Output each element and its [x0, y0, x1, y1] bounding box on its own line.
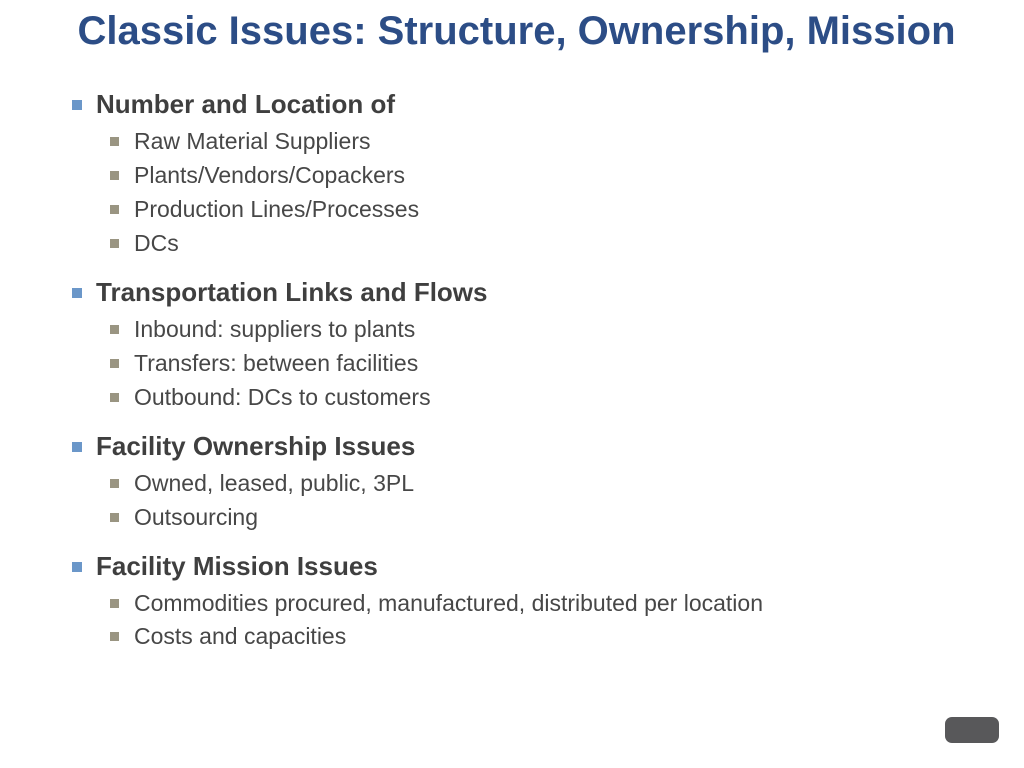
square-bullet-icon	[110, 599, 119, 608]
square-bullet-icon	[72, 288, 82, 298]
list-item-text: Owned, leased, public, 3PL	[134, 470, 415, 496]
list-item-text: Plants/Vendors/Copackers	[134, 162, 406, 188]
section-heading-text: Facility Mission Issues	[96, 551, 378, 581]
list-item-text: Outsourcing	[134, 504, 259, 530]
list-item-text: Commodities procured, manufactured, distributed per location	[134, 590, 763, 616]
square-bullet-icon	[110, 171, 119, 180]
square-bullet-icon	[110, 513, 119, 522]
list-item-text: Inbound: suppliers to plants	[134, 316, 416, 342]
slide-title: Classic Issues: Structure, Ownership, Mission	[77, 9, 956, 53]
square-bullet-icon	[110, 632, 119, 641]
section-heading-text: Transportation Links and Flows	[96, 277, 488, 307]
slide-nav-button[interactable]	[945, 717, 999, 743]
list-item-text: Costs and capacities	[134, 623, 347, 649]
square-bullet-icon	[72, 562, 82, 572]
list-item-text: Outbound: DCs to customers	[134, 384, 431, 410]
square-bullet-icon	[72, 442, 82, 452]
square-bullet-icon	[110, 325, 119, 334]
list-item-text: Production Lines/Processes	[134, 196, 420, 222]
square-bullet-icon	[110, 205, 119, 214]
section-heading-text: Number and Location of	[96, 89, 395, 119]
square-bullet-icon	[110, 479, 119, 488]
section-heading-text: Facility Ownership Issues	[96, 431, 416, 461]
square-bullet-icon	[110, 393, 119, 402]
list-item-text: Raw Material Suppliers	[134, 128, 371, 154]
square-bullet-icon	[110, 239, 119, 248]
list-item-text: Transfers: between facilities	[134, 350, 419, 376]
square-bullet-icon	[72, 100, 82, 110]
square-bullet-icon	[110, 359, 119, 368]
list-item-text: DCs	[134, 230, 179, 256]
square-bullet-icon	[110, 137, 119, 146]
